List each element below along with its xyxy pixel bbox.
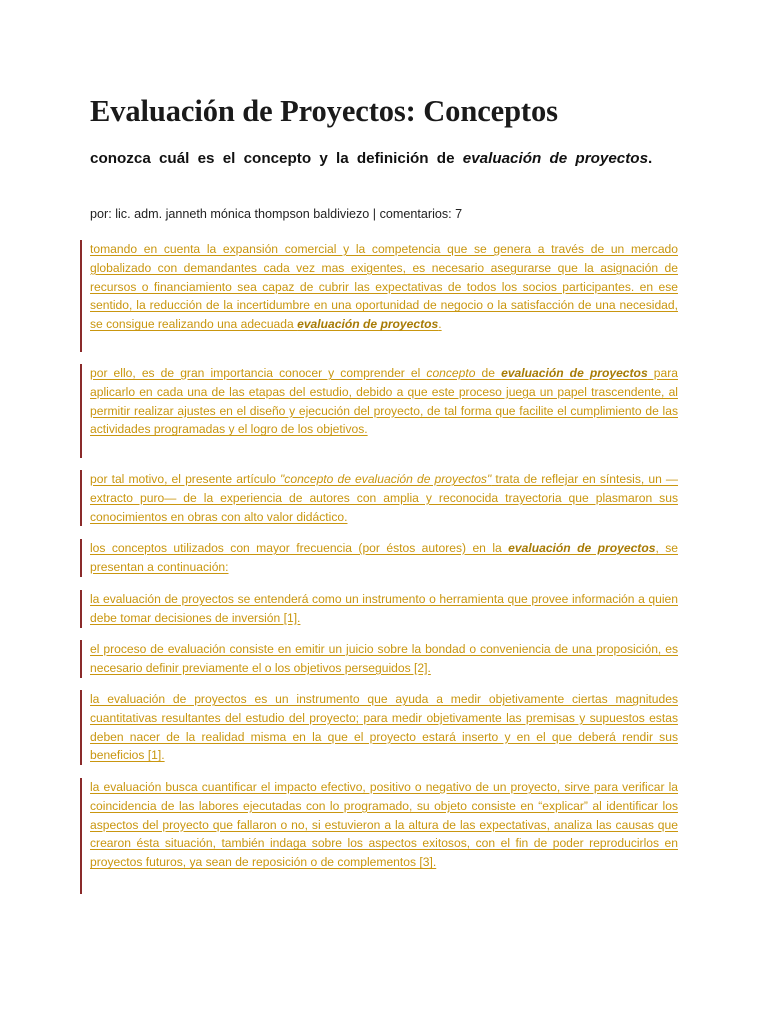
- margin-bar: [80, 539, 82, 577]
- margin-bar: [80, 640, 82, 678]
- paragraph-text: , se presentan a continuación:: [90, 541, 678, 574]
- paragraph-8[interactable]: la evaluación busca cuantificar el impacto efectivo, positivo o negativo de un proyecto, sirve para verificar la coincidencia de las labores ejecutadas con lo programado, su objeto consiste en “explicar” al identificar los aspectos del proyecto que fallaron o no, si estuvieron a la altura de las expectativas, analiza las causas que crearon ésta situación, también indaga sobre los aspectos exitosos, con el fin de poder reproducirlos en proyectos futuros, ya sean de reposición o de complementos [3].: [90, 780, 678, 870]
- paragraph-text: por ello, es de gran importancia conocer y comprender el: [90, 366, 427, 380]
- margin-bar: [80, 364, 82, 458]
- page-title: Evaluación de Proyectos: Conceptos: [90, 94, 558, 128]
- margin-bar: [80, 240, 82, 352]
- paragraph-2[interactable]: [90, 364, 678, 439]
- paragraph-7[interactable]: la evaluación de proyectos es un instrumento que ayuda a medir objetivamente ciertas magnitudes cuantitativas resultantes del estudio del proyecto; para medir objetivamente las premisas y supuestos estas deben nacer de la realidad misma en la que el proyecto estará inserto y en el que deberá rendir sus beneficios [1].: [90, 692, 678, 763]
- byline: por: lic. adm. janneth mónica thompson baldiviezo | comentarios: 7: [90, 207, 463, 221]
- paragraph-bold-term: evaluación de proyectos: [508, 541, 656, 555]
- paragraph-5[interactable]: la evaluación de proyectos se entenderá como un instrumento o herramienta que provee información a quien debe tomar decisiones de inversión [1].: [90, 592, 678, 625]
- margin-bar: [80, 590, 82, 628]
- subtitle-emphasis: evaluación de proyectos: [462, 150, 649, 167]
- paragraph-bold-term: evaluación de proyectos: [501, 366, 648, 380]
- paragraph-1[interactable]: [90, 240, 678, 334]
- margin-bar: [80, 778, 82, 894]
- subtitle-end: .: [648, 150, 653, 167]
- subtitle: [90, 148, 678, 169]
- paragraph-text: para aplicarlo en cada una de las etapas del estudio, debido a que este proceso juega un papel trascendente, al permitir realizar ajustes en el diseño y ejecución del proyecto, de tal forma que facilite el cumplimiento de las actividades programadas y el logro de los objetivos.: [90, 366, 678, 437]
- paragraph-4[interactable]: [90, 539, 678, 577]
- paragraph-text: por tal motivo, el presente artículo: [90, 472, 281, 486]
- paragraph-6[interactable]: el proceso de evaluación consiste en emitir un juicio sobre la bondad o conveniencia de una proposición, es necesario definir previamente el o los objetivos perseguidos [2].: [90, 642, 678, 675]
- paragraph-text: .: [438, 317, 442, 332]
- paragraph-3[interactable]: [90, 470, 678, 526]
- paragraph-text: trata de reflejar en síntesis, un —extracto puro— de la experiencia de autores con amplia y reconocida trayectoria que plasmaron sus conocimientos en obras con alto valor didáctico.: [90, 472, 679, 524]
- margin-bar: [80, 470, 82, 526]
- paragraph-text: los conceptos utilizados con mayor frecuencia (por éstos autores) en la: [90, 541, 509, 555]
- paragraph-text: de: [475, 366, 502, 380]
- paragraph-italic-term: concepto: [426, 366, 476, 380]
- paragraph-text: tomando en cuenta la expansión comercial y la competencia que se genera a través de un mercado globalizado con demandantes cada vez mas exigentes, es necesario asegurarse que la asignación de recursos o financiamiento sea capaz de cubrir las expectativas de todos los socios participantes. en ese sentido, la reducción de la incertidumbre en una oportunidad de negocio o la satisfacción de una necesidad, se consigue realizando una adecuada: [90, 242, 678, 332]
- paragraph-italic-term: "concepto de evaluación de proyectos": [280, 472, 492, 486]
- subtitle-text: conozca cuál es el concepto y la definición de: [90, 150, 463, 167]
- margin-bar: [80, 690, 82, 765]
- paragraph-bold-term: evaluación de proyectos: [297, 317, 439, 332]
